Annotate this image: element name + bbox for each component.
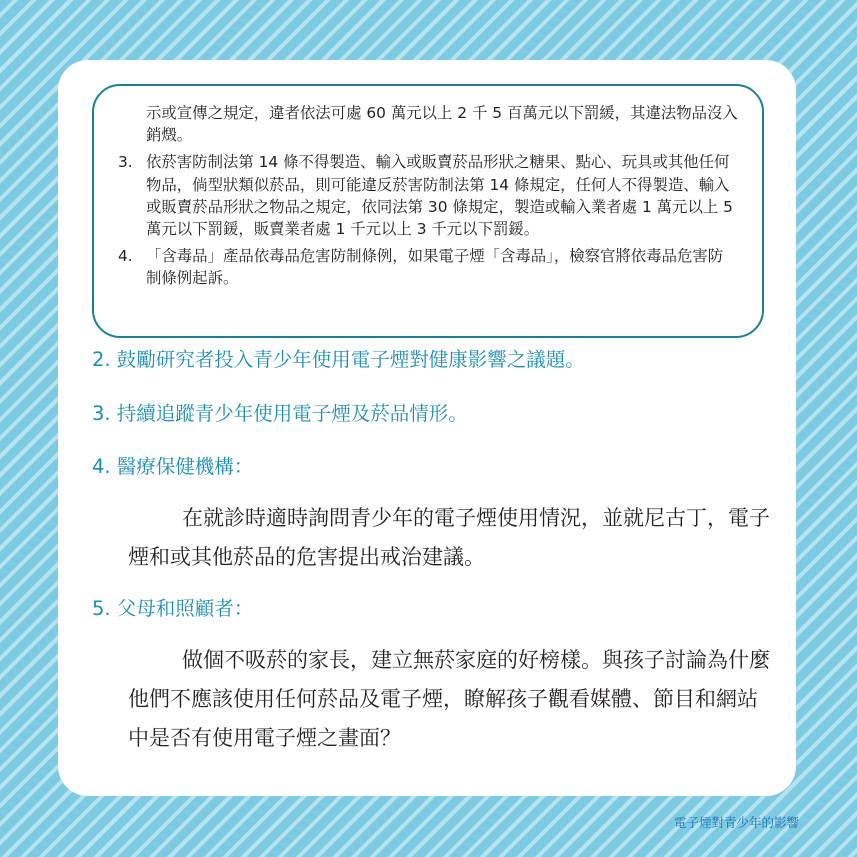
note-item-4 <box>118 245 738 289</box>
section-heading-4: 4. 醫療保健機構： <box>92 455 254 478</box>
note-item-3 <box>118 151 738 240</box>
section-heading-2: 2. 鼓勵研究者投入青少年使用電子煙對健康影響之議題。 <box>92 348 585 371</box>
content-card <box>58 60 796 796</box>
footer-title: 電子煙對青少年的影響 <box>673 815 799 830</box>
note-number: 4. <box>118 247 133 266</box>
section-body-5 <box>128 641 778 758</box>
note-number: 3. <box>118 153 133 172</box>
note-continuation: 示或宣傳之規定，違者依法可處 60 萬元以上 2 千 5 百萬元以下罰緩，其違法物品沒入銷燬。 <box>146 104 738 145</box>
section-body-4 <box>128 499 778 577</box>
section-body-text: 做個不吸菸的家長，建立無菸家庭的好榜樣。與孩子討論為什麼他們不應該使用任何菸品及電子煙，瞭解孩子觀看媒體、節目和網站中是否有使用電子煙之畫面？ <box>128 648 770 750</box>
note-text: 「含毒品」產品依毒品危害防制條例，如果電子煙「含毒品」，檢察官將依毒品危害防制條例起訴。 <box>146 247 724 288</box>
section-heading-3: 3. 持續追蹤青少年使用電子煙及菸品情形。 <box>92 402 468 425</box>
legal-notes-box <box>92 84 764 338</box>
note-text: 依菸害防制法第 14 條不得製造、輸入或販賣菸品形狀之糖果、點心、玩具或其他任何物品，倘型狀類似菸品，則可能違反菸害防制法第 14 條規定，任何人不得製造、輸入或販賣菸品形狀之物品之規定，依同法第 30 條規定，製造或輸入業者處 1 萬元以上 5 萬元以下罰鍰，販賣業者處 1 千元以上 3 千元以下罰鍰。 <box>146 153 733 239</box>
section-body-text: 在就診時適時詢問青少年的電子煙使用情況，並就尼古丁，電子煙和或其他菸品的危害提出戒治建議。 <box>128 506 770 569</box>
section-heading-5: 5. 父母和照顧者： <box>92 597 254 620</box>
